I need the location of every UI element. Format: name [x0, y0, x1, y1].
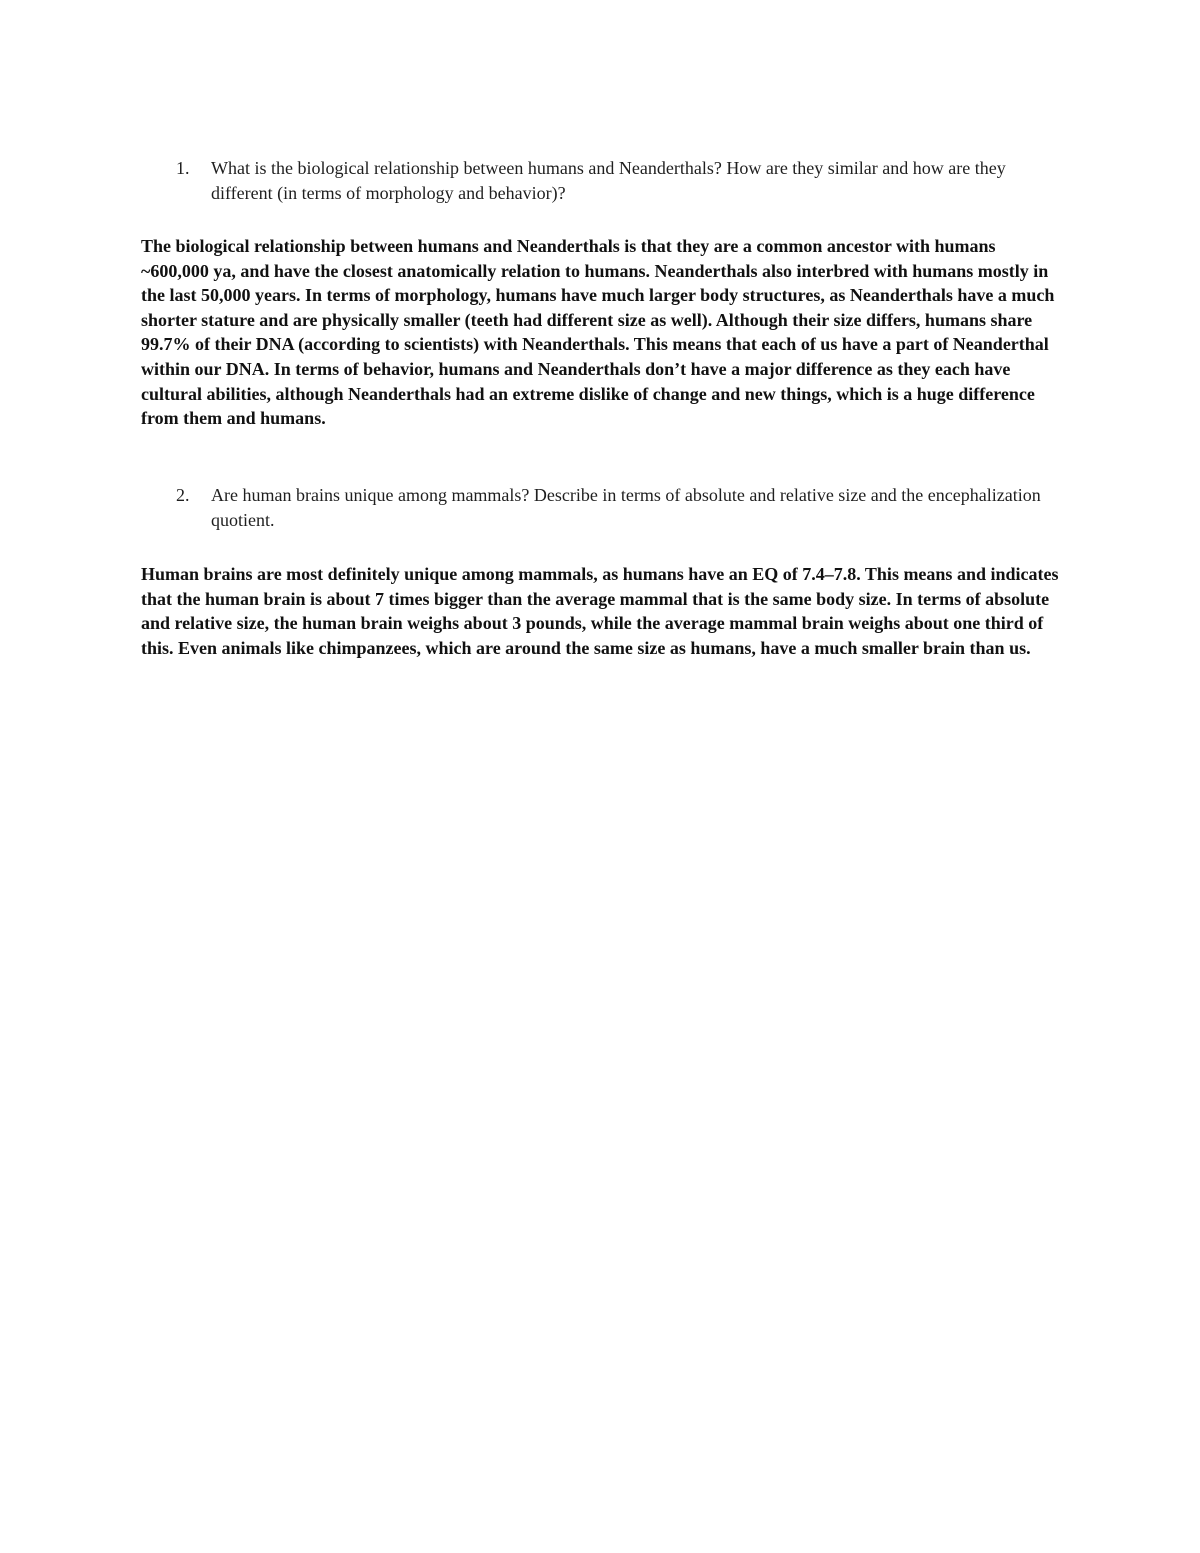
question-text: What is the biological relationship between humans and Neanderthals? How are they similar and how are they different (in terms of morphology and behavior)?: [211, 158, 1006, 203]
question-number: 1.: [176, 158, 190, 178]
answer-2: Human brains are most definitely unique among mammals, as humans have an EQ of 7.4–7.8. This means and indicates that the human brain is about 7 times bigger than the average mammal that is the same body size. In terms of absolute and relative size, the human brain weighs about 3 pounds, while the average mammal brain weighs about one third of this. Even animals like chimpanzees, which are around the same size as humans, have a much smaller brain than us.: [141, 564, 1059, 658]
question-1: [176, 156, 1056, 206]
question-text: Are human brains unique among mammals? Describe in terms of absolute and relative size and the encephalization quotient.: [211, 485, 1041, 530]
answer-1: The biological relationship between humans and Neanderthals is that they are a common ancestor with humans ~600,000 ya, and have the closest anatomically relation to humans. Neanderthals also interbred with humans mostly in the last 50,000 years. In terms of morphology, humans have much larger body structures, as Neanderthals have a much shorter stature and are physically smaller (teeth had different size as well). Although their size differs, humans share 99.7% of their DNA (according to scientists) with Neanderthals. This means that each of us have a part of Neanderthal within our DNA. In terms of behavior, humans and Neanderthals don’t have a major difference as they each have cultural abilities, although Neanderthals had an extreme dislike of change and new things, which is a huge difference from them and humans.: [141, 236, 1055, 429]
question-2: [176, 483, 1056, 533]
question-number: 2.: [176, 485, 190, 505]
